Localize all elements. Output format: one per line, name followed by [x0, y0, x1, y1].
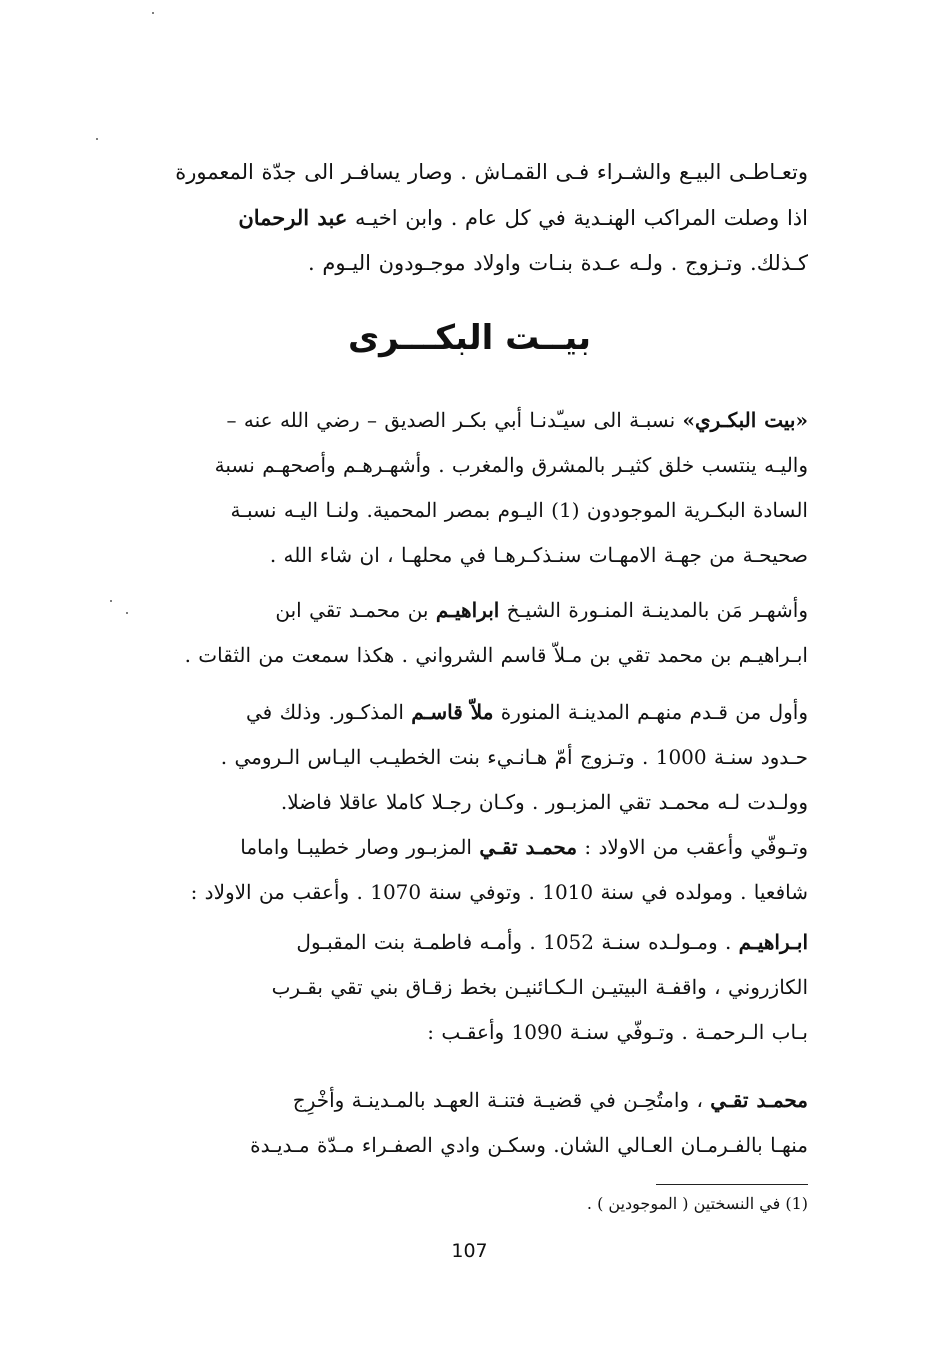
text-run: وتـوفّي وأعقب من الاولاد :: [577, 835, 808, 859]
paragraph-bakri-origin: [136, 398, 808, 578]
page-number: 107: [451, 1240, 488, 1262]
text-line: [136, 780, 808, 825]
text-run: نسبـة الى سيـّدنـا أبي بكـر الصديق – رضي الله عنه –: [226, 408, 683, 432]
text-line: [136, 1078, 808, 1123]
text-run: اذا وصلت المراكب الهنـدية في كل عام . وابن اخيـه: [347, 206, 808, 230]
text-line: [136, 920, 808, 965]
paragraph-muhammad-taqi: [136, 1078, 808, 1168]
scan-speck: [96, 138, 98, 140]
text-line: [136, 735, 808, 780]
bold-name: محمـد تقـي: [479, 835, 578, 859]
text-run: . ومـولـده سنـة 1052 . وأمـه فاطمـة بنت المقبـول: [296, 930, 739, 954]
text-line: [136, 398, 808, 443]
text-run: المذكـور. وذلك في: [245, 700, 412, 724]
text-line: [136, 825, 808, 870]
text-run: وتعـاطـى البيـع والشـراء فـى القمـاش . وصار يسافـر الى جدّة المعمورة: [175, 160, 808, 184]
paragraph-intro: [136, 150, 808, 286]
text-run: صحيحـة من جهـة الامهـات سنـذكـرهـا في محلهـا ، ان شاء الله .: [269, 543, 808, 567]
bold-name: ابراهيـم: [435, 598, 500, 622]
text-run: بن محمـد تقي ابن: [275, 598, 436, 622]
scan-speck: [152, 12, 154, 14]
text-run: ابـراهيـم بن محمد تقي بن مـلاّ قاسم الشرواني . هكذا سمعت من الثقات .: [184, 643, 808, 667]
text-line: [136, 195, 808, 241]
text-line: [136, 1010, 808, 1055]
section-heading: بيــت البكـــرى: [348, 318, 591, 358]
footnote: (1) في النسختين ( الموجودين ) .: [586, 1194, 808, 1213]
text-line: [136, 1123, 808, 1168]
text-run: السادة البكـرية الموجودون (1) اليـوم بمصر المحمية. ولنـا اليـه نسبـة: [230, 498, 808, 522]
text-run: المزبـور وصار خطيبـا واماما: [240, 835, 480, 859]
bold-name: ابـراهيـم: [738, 930, 808, 954]
text-run: منهـا بالفـرمـان العـالي الشان. وسكـن وادي الصفـراء مـدّة مـديـدة: [250, 1133, 808, 1157]
text-line: [136, 633, 808, 678]
text-run: وأشهـر مَن بالمدينـة المنـورة الشيـخ: [499, 598, 808, 622]
text-run: حـدود سنـة 1000 . وتـزوج أمّ هـانـيء بنت الخطيـب اليـاس الـرومي .: [220, 745, 808, 769]
bold-name: ملاّ قاسـم: [411, 700, 494, 724]
text-run: كـذلك. وتـزوج . ولـه عـدة بنـات واولاد موجـودون اليـوم .: [308, 251, 808, 275]
scan-speck: [110, 600, 112, 602]
text-line: [136, 870, 808, 915]
paragraph-mulla-qasim: [136, 690, 808, 915]
text-line: [136, 588, 808, 633]
text-run: بـاب الـرحمـة . وتـوفّي سنـة 1090 وأعقـب :: [427, 1020, 808, 1044]
text-line: [136, 965, 808, 1010]
scan-speck: [126, 612, 128, 614]
bold-name: محمـد تقـي: [710, 1088, 808, 1112]
bold-name: «بيت البكـري»: [682, 408, 808, 432]
text-run: الكازروني ، واقفـة البيتيـن الـكـائنيـن بخط زقـاق بني تقي بقـرب: [271, 975, 808, 999]
text-line: [136, 533, 808, 578]
text-run: ، وامتُحِـن في قضيـة فتنـة العهـد بالمـدينـة وأخْرِج: [292, 1088, 711, 1112]
text-line: [136, 443, 808, 488]
text-run: وولـدت لـه محمـد تقي المزبـور . وكـان رجـلا كاملا عاقلا فاضلا.: [280, 790, 808, 814]
text-run: وأول من قـدم منهـم المدينـة المنورة: [493, 700, 808, 724]
paragraph-ibrahim-lineage: [136, 588, 808, 678]
text-line: [136, 150, 808, 195]
text-line: [136, 690, 808, 735]
text-run: شافعيا . ومولده في سنة 1010 . وتوفي سنة 1070 . وأعقب من الاولاد :: [190, 880, 808, 904]
paragraph-ibrahim-birth: [136, 920, 808, 1055]
text-run: واليـه ينتسب خلق كثيـر بالمشرق والمغرب . وأشهـرهـم وأصحهـم نسبة: [214, 453, 808, 477]
text-line: [136, 488, 808, 533]
bold-name: عبد الرحمان: [238, 205, 348, 230]
footnote-divider: [656, 1184, 808, 1185]
text-line: [136, 241, 808, 286]
